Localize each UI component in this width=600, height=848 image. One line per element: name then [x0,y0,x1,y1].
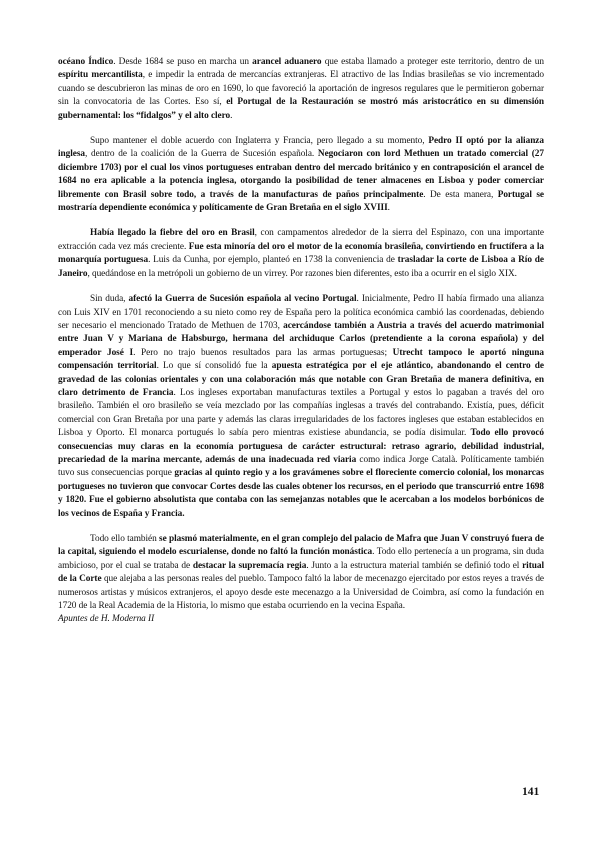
text-run: . Junto a la estructura material también se definió todo el [306,560,523,571]
paragraph-4 [58,293,544,521]
bold-text-run: gracias al quinto regio y a los gravámenes sobre el floreciente comercio colonial, los monarcas portugueses no tuvieron que convocar Cortes desde las cuales obtener los recursos, en el periodo que transcurrió entre 1698 y 1820. Fue el gobierno absolutista que contaba con las semejanzas notables que le acercaban a los modelos borbónicos de los vecinos de España y Francia. [58,468,544,519]
text-run: . Inicialmente, Pedro II había firmado una alianza con Luis XIV en 1701 reconociendo a su nieto como rey de España pero la política económica cambió las coordenadas, debiendo ser necesario el mencionado Tratado de Methuen de 1703, [58,294,544,331]
text-run: , quedándose en la metrópoli un gobierno de un virrey. Por razones bien diferentes, esto iba a ocurrir en el siglo XIX. [87,268,517,279]
paragraph-5 [58,533,544,613]
bold-text-run: se plasmó materialmente, en el gran complejo del palacio de Mafra que Juan V construyó fuera de la capital, siguiendo el modelo escurialense, donde no faltó la función monástica [58,534,544,558]
text-run: Todo ello también [90,534,160,544]
bold-text-run: destacar la supremacía regia [192,560,307,571]
text-run: , e impedir la entrada de mercancías extranjeras. El atractivo de las Indias brasileñas se vio incrementado cuando se descubrieron las minas de oro en 1690, lo que favoreció la aportación de ingresos regulares que le permitieron gobernar sin la convocatoria de las Cortes. Eso sí, [58,70,544,108]
text-run: , con campamentos alrededor de la sierra del Espinazo, con una importante extracción cada vez más creciente. [58,228,544,252]
paragraph-2 [58,135,544,215]
bold-text-run: Portugal se mostraría dependiente económica y políticamente de Gran Bretaña en el siglo XVIII [58,189,545,214]
page-body [58,56,544,626]
bold-text-run: Pedro II optó por la alianza inglesa [58,136,544,160]
bold-text-run: apuesta estratégica por el eje atlántico, abandonando el centro de gravedad de las colonias orientales y con una colaboración más que notable con Gran Bretaña de manera definitiva, en claro detrimento de Francia [58,361,544,398]
text-run: . Todo ello pertenecía a un programa, sin duda ambicioso, por el cual se trataba de [58,547,544,571]
page-number: 141 [522,786,540,798]
bold-text-run: Utrecht tampoco le aportó ninguna compensación territorial [58,347,544,372]
text-run: . De esta manera, [423,189,498,200]
bold-text-run: Negociaron con lord Methuen un tratado comercial (27 diciembre 1703) por el cual los vinos portugueses entraban dentro del mercado británico y en contraposición el arancel de 1684 no era aplicable a la potencia inglesa, otorgando la posibilidad de tener almacenes en Lisboa y poder comerciar libremente con Brasil sobre todo, a través de la manufacturas de paños principalmente [58,149,544,200]
bold-text-run: océano Índico [58,57,114,67]
bold-text-run: Fue esta minoría del oro el motor de la economía brasileña, convirtiendo en fructífera a la monarquía portuguesa [58,241,545,266]
text-run: que estaba llamado a proteger este territorio, dentro de un [321,57,544,67]
bold-text-run: Todo ello provocó consecuencias muy claras en la economía portuguesa de carácter estructural: retraso agrario, debilidad industrial, precariedad de la marina mercante, además de una inadecuada red viaria [58,428,545,465]
text-run: . Lo que sí consolidó fue la [156,361,272,372]
bold-text-run: Había llegado la fiebre del oro en Brasil [90,228,255,239]
text-run: . Desde 1684 se puso en marcha un [113,57,253,67]
bold-text-run: arancel aduanero [252,57,322,67]
footer-note: Apuntes de H. Moderna II [58,614,155,625]
text-run: . [387,203,390,214]
text-run: que alejaba a las personas reales del pueblo. Tampoco faltó la labor de mecenazgo ejercitado por estos reyes a través de numerosos artistas y músicos extranjeros, el apoyo desde este mecenazgo a la Universidad de Coimbra, así como la fundación en 1720 de la Real Academia de la Historia, lo mismo que estaba ocurriendo en la vecina España. [58,574,544,612]
bold-text-run: espíritu mercantilista [58,70,143,81]
text-run: . Pero no trajo buenos resultados para las armas portuguesas; [133,347,393,358]
text-run: , dentro de la coalición de la Guerra de Sucesión española. [85,149,318,160]
text-run: . Los ingleses exportaban manufacturas textiles a Portugal y estos lo pagaban a través del oro brasileño. También el oro brasileño se veía mezclado por las compañías inglesas a través del contrabando. Existía, pues, déficit comercial con Gran Bretaña por una parte y además las claras irregularidades de los factores ingleses que estaban establecidos en Lisboa y Oporto. El monarca portugués lo sabía pero mientras existiese abundancia, se podía disimular. [58,387,544,439]
bold-text-run: trasladar la corte de Lisboa a Río de Janeiro [58,255,544,279]
text-run: como indica Jorge Català. Políticamente también tuvo sus consecuencias porque [58,454,544,479]
text-run: Sin duda, [90,294,129,305]
bold-text-run: ritual de la Corte [58,560,544,585]
text-run: . Luis da Cunha, por ejemplo, planteó en 1738 la conveniencia de [148,255,398,266]
bold-text-run: afectó la Guerra de Sucesión española al vecino Portugal [128,294,357,305]
bold-text-run: acercándose también a Austria a través del acuerdo matrimonial entre Juan V y Mariana de Habsburgo, hermana del archiduque Carlos (pretendiente a la corona española) y del emperador José I [58,320,544,358]
paragraph-1 [58,56,544,123]
text-run: . [230,110,233,121]
paragraph-3 [58,227,544,281]
text-run: Supo mantener el doble acuerdo con Inglaterra y Francia, pero llegado a su momento, [90,136,429,147]
bold-text-run: el Portugal de la Restauración se mostró más aristocrático en su dimensión gubernamental: los “fidalgos” y el alto clero [58,97,544,121]
